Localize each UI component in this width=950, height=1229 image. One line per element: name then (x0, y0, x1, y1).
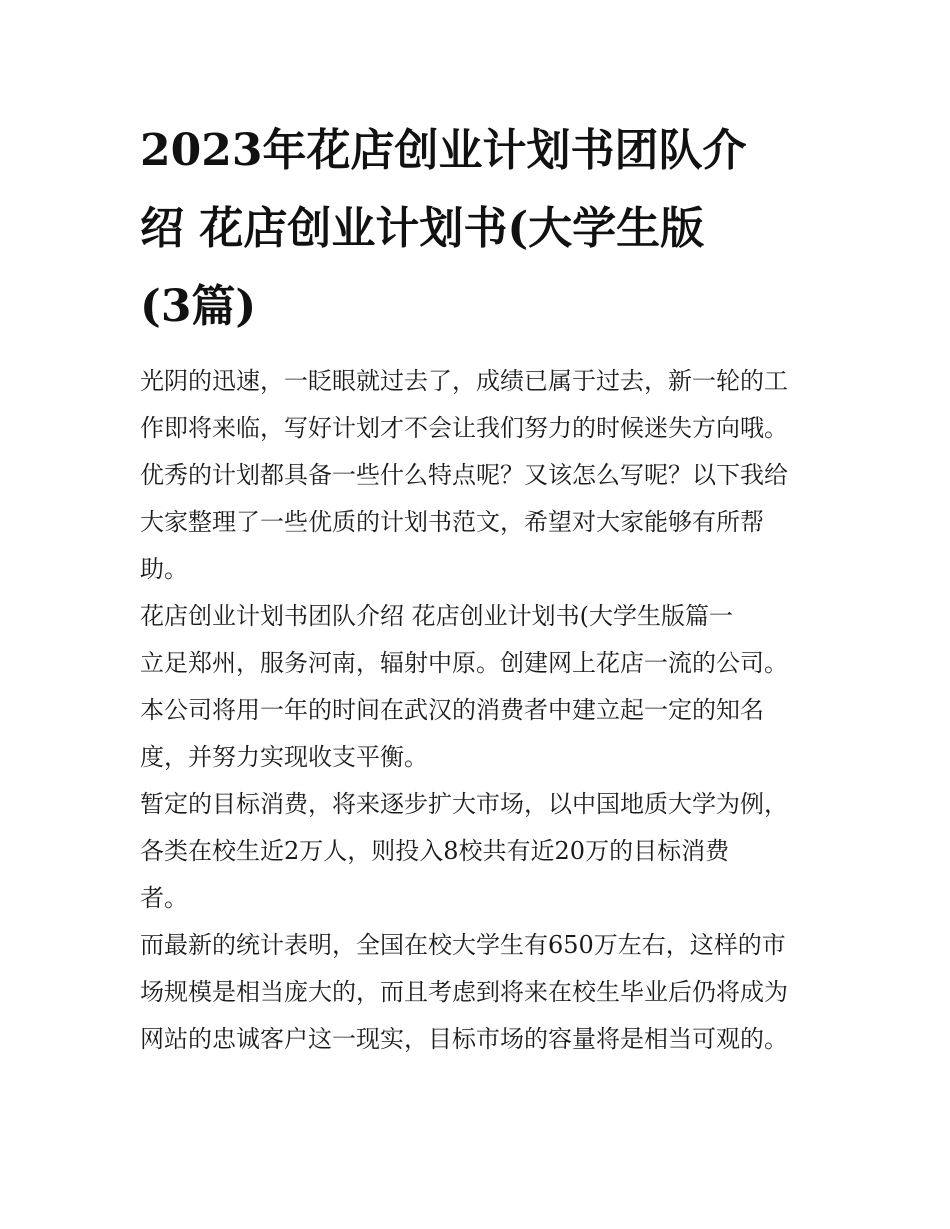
body-line: 场规模是相当庞大的，而且考虑到将来在校生毕业后仍将成为 (140, 978, 788, 1006)
body-line: 立足郑州，服务河南，辐射中原。创建网上花店一流的公司。 (140, 649, 788, 677)
body-line: 大家整理了一些优质的计划书范文，希望对大家能够有所帮 (140, 508, 764, 536)
title-line: 2023年花店创业计划书团队介 (140, 125, 747, 176)
body-line: 网站的忠诚客户这一现实，目标市场的容量将是相当可观的。 (140, 1025, 788, 1053)
body-line: 而最新的统计表明，全国在校大学生有650万左右，这样的市 (140, 931, 786, 959)
body-line: 助。 (140, 555, 188, 583)
title-line: 绍 花店创业计划书(大学生版 (140, 203, 705, 254)
section-heading-line: 花店创业计划书团队介绍 花店创业计划书(大学生版篇一 (140, 602, 733, 630)
body-line: 各类在校生近2万人，则投入8校共有近20万的目标消费 (140, 837, 730, 865)
body-line: 者。 (140, 884, 188, 912)
body-line: 暂定的目标消费，将来逐步扩大市场，以中国地质大学为例， (140, 790, 788, 818)
body-line: 光阴的迅速，一眨眼就过去了，成绩已属于过去，新一轮的工 (140, 367, 788, 395)
body-line: 度，并努力实现收支平衡。 (140, 743, 428, 771)
body-line: 本公司将用一年的时间在武汉的消费者中建立起一定的知名 (140, 696, 764, 724)
body-line: 优秀的计划都具备一些什么特点呢？又该怎么写呢？以下我给 (140, 461, 788, 489)
document-body (140, 358, 830, 1063)
body-line: 作即将来临，写好计划才不会让我们努力的时候迷失方向哦。 (140, 414, 788, 442)
document-title (140, 112, 830, 346)
title-line: (3篇) (140, 281, 257, 332)
